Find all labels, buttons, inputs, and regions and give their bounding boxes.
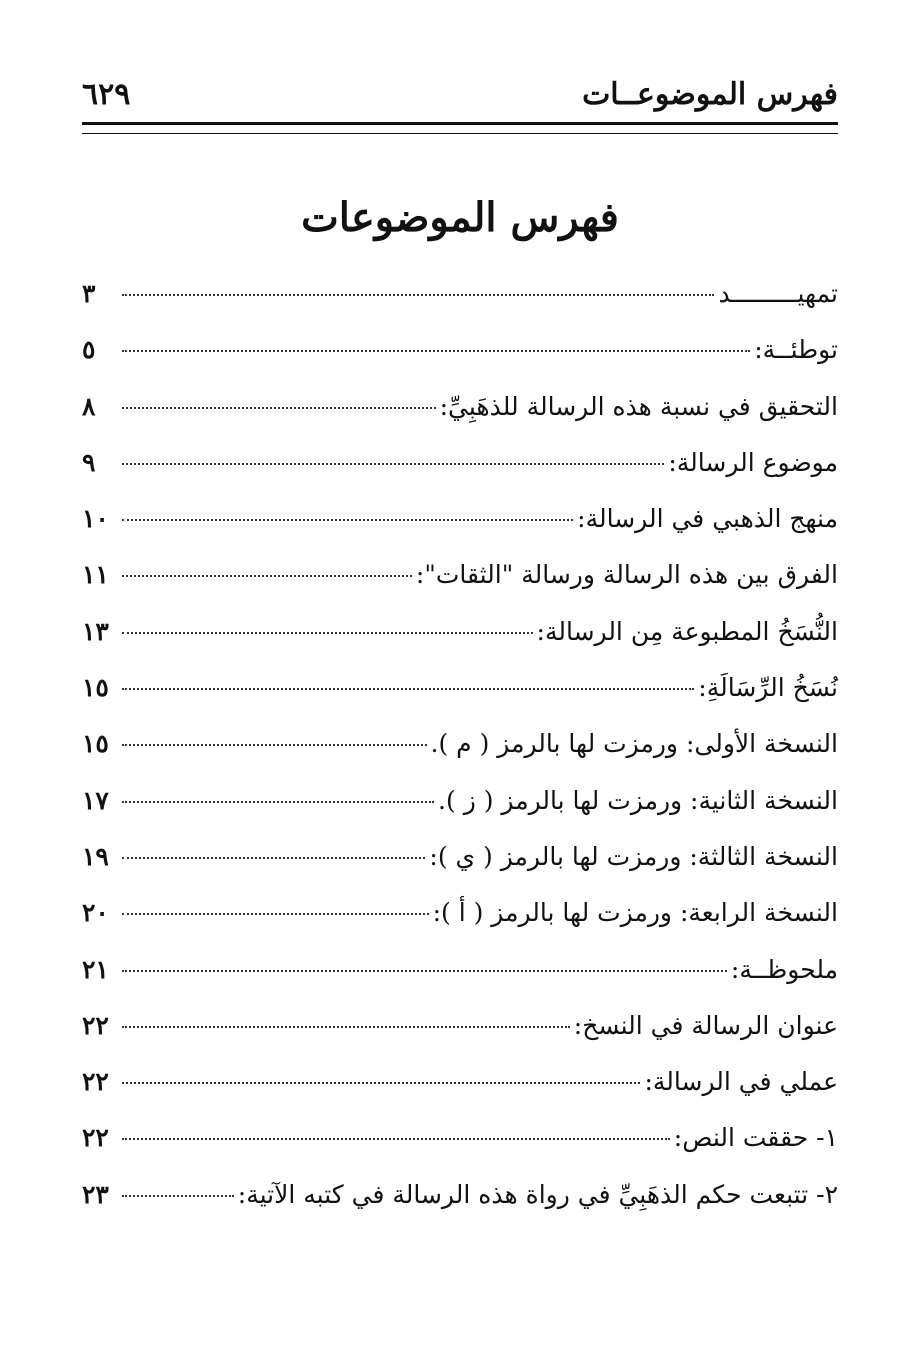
toc-entry-page: ٣: [82, 279, 96, 308]
toc-row-14[interactable]: [82, 1056, 838, 1112]
toc-dot-leader: [122, 1195, 234, 1197]
toc-entry-page: ١٥: [82, 673, 109, 703]
toc-entry-page: ١٣: [82, 616, 109, 646]
toc-row-0[interactable]: [82, 268, 838, 324]
toc-entry-label: تمهيـــــــــد: [718, 279, 838, 308]
toc-row-4[interactable]: [82, 493, 838, 549]
toc-entry-page: ٥: [82, 335, 96, 365]
toc-entry-label: عنوان الرسالة في النسخ:: [573, 1010, 838, 1040]
toc-list: [82, 268, 838, 1225]
toc-entry-label: التحقيق في نسبة هذه الرسالة للذهَبِيِّ:: [439, 391, 838, 421]
toc-dot-leader: [122, 1082, 640, 1084]
toc-entry-label: ٢- تتبعت حكم الذهَبِيِّ في رواة هذه الرسالة في كتبه الآتية:: [237, 1179, 838, 1209]
toc-entry-page: ١١: [82, 560, 109, 590]
toc-entry-page: ٢٣: [82, 1179, 109, 1209]
toc-row-2[interactable]: [82, 381, 838, 437]
toc-dot-leader: [122, 1138, 670, 1140]
toc-row-8[interactable]: [82, 718, 838, 774]
toc-entry-page: ٢٢: [82, 1010, 109, 1040]
toc-entry-label: موضوع الرسالة:: [668, 447, 838, 477]
toc-entry-page: ٢٠: [82, 898, 109, 928]
toc-dot-leader: [122, 294, 714, 296]
toc-entry-page: ١٩: [82, 841, 109, 871]
toc-dot-leader: [122, 1026, 570, 1028]
header-double-rule: [82, 122, 838, 134]
running-header: [82, 70, 838, 120]
toc-entry-page: ١٥: [82, 729, 109, 759]
toc-title: فهرس الموضوعات: [301, 194, 619, 241]
toc-entry-label: ملحوظــة:: [730, 954, 838, 984]
page-number: ٦٢٩: [82, 77, 131, 112]
toc-dot-leader: [122, 575, 412, 577]
toc-entry-page: ٢١: [82, 954, 109, 984]
toc-dot-leader: [122, 913, 429, 915]
toc-entry-label: توطئــة:: [754, 335, 838, 365]
toc-dot-leader: [122, 407, 436, 409]
toc-row-3[interactable]: [82, 437, 838, 493]
toc-dot-leader: [122, 519, 573, 521]
toc-entry-label: النُّسَخُ المطبوعة مِن الرسالة:: [536, 616, 838, 646]
toc-dot-leader: [122, 632, 533, 634]
toc-row-7[interactable]: [82, 662, 838, 718]
toc-entry-label: النسخة الثالثة: ورمزت لها بالرمز ( ي ):: [429, 841, 838, 871]
toc-entry-page: ٩: [82, 447, 96, 477]
toc-entry-label: الفرق بين هذه الرسالة ورسالة "الثقات":: [415, 560, 838, 590]
toc-dot-leader: [122, 463, 664, 465]
toc-dot-leader: [122, 970, 727, 972]
toc-entry-page: ١٠: [82, 504, 109, 534]
toc-entry-label: منهج الذهبي في الرسالة:: [577, 504, 838, 534]
toc-row-16[interactable]: [82, 1169, 838, 1225]
toc-entry-label: النسخة الرابعة: ورمزت لها بالرمز ( أ ):: [432, 898, 838, 928]
toc-row-15[interactable]: [82, 1112, 838, 1168]
toc-dot-leader: [122, 801, 434, 803]
toc-entry-page: ٢٢: [82, 1067, 109, 1097]
toc-entry-label: نُسَخُ الرِّسَالَةِ:: [698, 673, 838, 703]
toc-entry-page: ٢٢: [82, 1123, 109, 1153]
toc-entry-label: ١- حققت النص:: [673, 1123, 838, 1153]
toc-row-1[interactable]: [82, 324, 838, 380]
toc-row-6[interactable]: [82, 606, 838, 662]
toc-dot-leader: [122, 350, 750, 352]
toc-entry-label: عملي في الرسالة:: [644, 1067, 838, 1097]
toc-dot-leader: [122, 744, 427, 746]
toc-entry-page: ١٧: [82, 785, 109, 815]
toc-dot-leader: [122, 857, 425, 859]
toc-dot-leader: [122, 688, 694, 690]
toc-row-12[interactable]: [82, 944, 838, 1000]
toc-row-9[interactable]: [82, 775, 838, 831]
toc-row-13[interactable]: [82, 1000, 838, 1056]
toc-entry-label: النسخة الثانية: ورمزت لها بالرمز ( ز ).: [438, 785, 838, 815]
running-title: فهرس الموضوعــات: [582, 77, 838, 112]
toc-row-11[interactable]: [82, 887, 838, 943]
toc-entry-page: ٨: [82, 391, 96, 421]
toc-row-10[interactable]: [82, 831, 838, 887]
toc-row-5[interactable]: [82, 549, 838, 605]
toc-entry-label: النسخة الأولى: ورمزت لها بالرمز ( م ).: [430, 729, 838, 759]
